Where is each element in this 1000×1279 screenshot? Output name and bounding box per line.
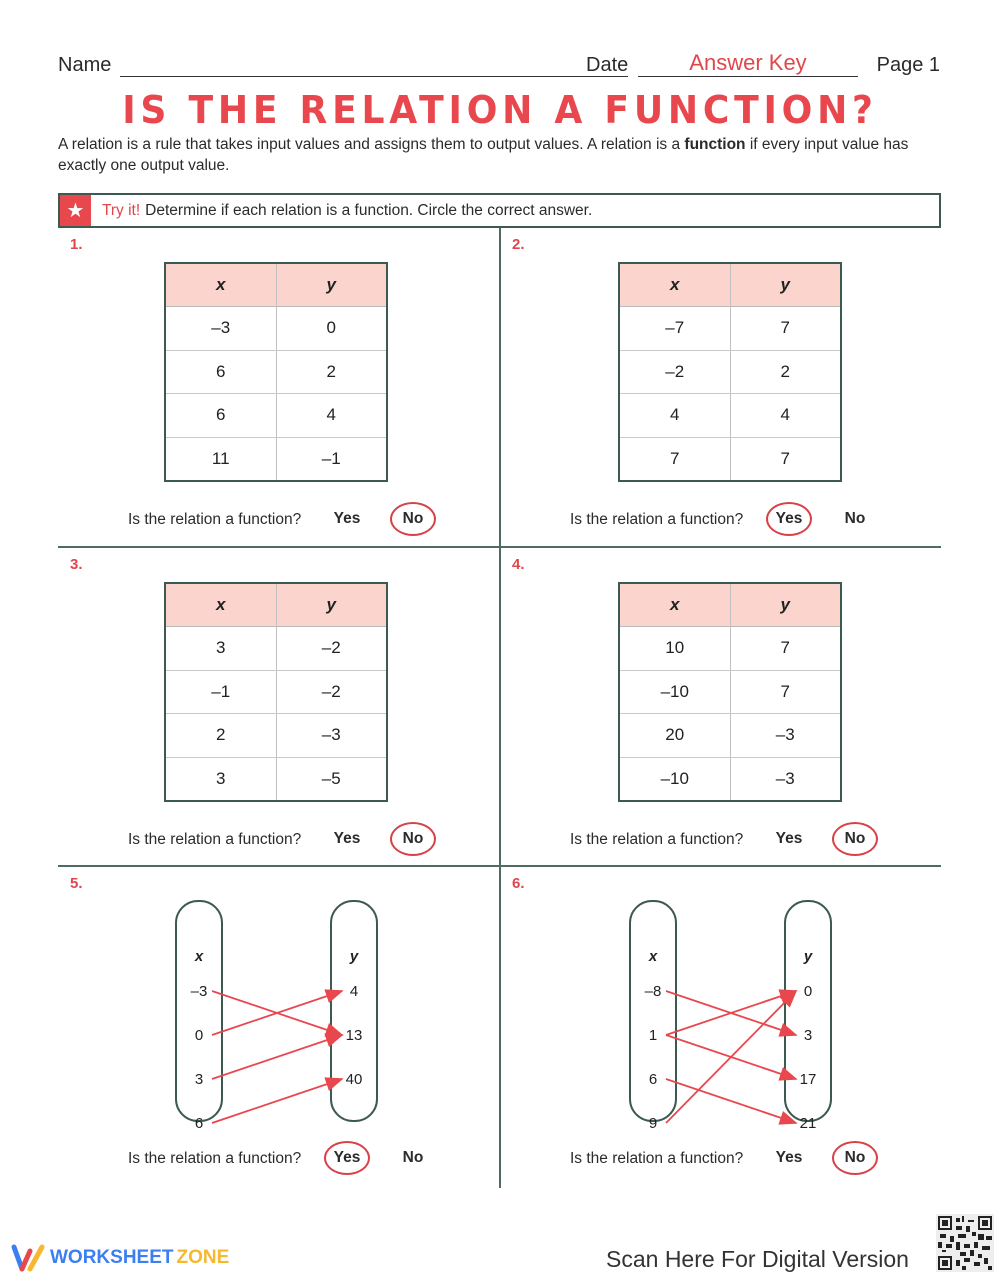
problem-5 xyxy=(58,867,499,1185)
x-value: –10 xyxy=(619,757,730,801)
table-row xyxy=(619,437,841,481)
output-value: 13 xyxy=(345,1027,363,1044)
function-question xyxy=(570,1141,930,1177)
y-value: –2 xyxy=(276,627,387,671)
x-value: –3 xyxy=(165,307,276,351)
answer-key-text: Answer Key xyxy=(689,50,807,75)
table-row xyxy=(165,757,387,801)
table-row xyxy=(165,437,387,481)
y-value: 4 xyxy=(730,394,841,438)
column-header-x: x xyxy=(165,583,276,627)
relation-table xyxy=(618,582,842,802)
mapping-diagram xyxy=(500,899,941,1129)
mapping-arrow xyxy=(212,1079,342,1123)
y-range-oval xyxy=(785,901,831,1121)
x-header: x xyxy=(648,948,658,965)
y-value: –1 xyxy=(276,437,387,481)
table-row xyxy=(165,670,387,714)
column-header-x: x xyxy=(165,263,276,307)
question-text: Is the relation a function? xyxy=(570,511,744,528)
problem-number: 1. xyxy=(70,236,83,253)
no-option[interactable]: No xyxy=(832,822,878,856)
table-row xyxy=(619,757,841,801)
table-row xyxy=(619,714,841,758)
try-it-label: Try it! xyxy=(102,201,141,219)
x-value: –7 xyxy=(619,307,730,351)
x-header: x xyxy=(194,948,204,965)
column-header-y: y xyxy=(276,583,387,627)
name-field[interactable] xyxy=(120,76,628,77)
star-icon: ★ xyxy=(60,195,91,226)
name-label: Name xyxy=(58,54,112,76)
input-value: 6 xyxy=(648,1071,658,1088)
function-question xyxy=(570,822,930,858)
page-number: Page 1 xyxy=(876,54,940,76)
y-value: 7 xyxy=(730,437,841,481)
y-value: 7 xyxy=(730,670,841,714)
y-value: 0 xyxy=(276,307,387,351)
function-question xyxy=(128,502,488,538)
logo-word-zone: ZONE xyxy=(176,1247,230,1268)
table-row xyxy=(165,307,387,351)
column-header-y: y xyxy=(276,263,387,307)
yes-option[interactable]: Yes xyxy=(324,1141,370,1175)
output-value: 17 xyxy=(799,1071,817,1088)
x-value: 6 xyxy=(165,350,276,394)
y-header: y xyxy=(349,948,359,965)
input-value: –3 xyxy=(190,983,208,1000)
yes-option[interactable]: Yes xyxy=(775,1149,803,1166)
y-value: 2 xyxy=(730,350,841,394)
mapping-svg xyxy=(58,899,499,1129)
mapping-arrow xyxy=(212,1035,342,1079)
mapping-arrow xyxy=(666,1079,796,1123)
date-field[interactable] xyxy=(638,76,858,77)
problem-4 xyxy=(500,548,941,866)
y-value: –5 xyxy=(276,757,387,801)
input-value: 0 xyxy=(194,1027,204,1044)
x-value: 3 xyxy=(165,627,276,671)
y-value: 2 xyxy=(276,350,387,394)
no-option[interactable]: No xyxy=(402,1149,424,1166)
yes-option[interactable]: Yes xyxy=(333,830,361,847)
worksheet-title: IS THE RELATION A FUNCTION? xyxy=(122,88,878,132)
table-header-row xyxy=(619,583,841,627)
x-value: 7 xyxy=(619,437,730,481)
x-value: –1 xyxy=(165,670,276,714)
relation-table xyxy=(164,262,388,482)
y-value: 4 xyxy=(276,394,387,438)
x-domain-oval xyxy=(176,901,222,1121)
intro-bold-term: function xyxy=(684,136,746,153)
table-row xyxy=(165,714,387,758)
x-value: –10 xyxy=(619,670,730,714)
output-value: 0 xyxy=(803,983,813,1000)
qr-code-icon[interactable] xyxy=(936,1214,994,1272)
input-value: 6 xyxy=(194,1115,204,1129)
x-value: 6 xyxy=(165,394,276,438)
mapping-svg xyxy=(500,899,941,1129)
instruction-text: Determine if each relation is a function. Circle the correct answer. xyxy=(145,201,593,219)
output-value: 40 xyxy=(345,1071,363,1088)
input-value: 1 xyxy=(648,1027,658,1044)
table-row xyxy=(165,627,387,671)
x-value: 20 xyxy=(619,714,730,758)
question-text: Is the relation a function? xyxy=(570,1150,744,1167)
relation-table xyxy=(164,582,388,802)
table-row xyxy=(165,394,387,438)
yes-option[interactable]: Yes xyxy=(333,510,361,527)
logo-mark-icon xyxy=(10,1243,46,1273)
intro-text-before: A relation is a rule that takes input values and assigns them to output values. A relation is a xyxy=(58,136,685,153)
x-value: 10 xyxy=(619,627,730,671)
problem-number: 6. xyxy=(512,875,525,892)
input-value: 3 xyxy=(194,1071,204,1088)
table-header-row xyxy=(165,263,387,307)
question-text: Is the relation a function? xyxy=(128,511,302,528)
no-option[interactable]: No xyxy=(832,1141,878,1175)
input-value: 9 xyxy=(648,1115,658,1129)
y-range-oval xyxy=(331,901,377,1121)
no-option[interactable]: No xyxy=(390,502,436,536)
no-option[interactable]: No xyxy=(844,510,866,527)
problem-2 xyxy=(500,228,941,546)
function-question xyxy=(128,822,488,858)
date-label: Date xyxy=(586,54,629,76)
table-row xyxy=(619,350,841,394)
logo-word-worksheet: WORKSHEET xyxy=(50,1247,174,1268)
input-value: –8 xyxy=(644,983,662,1000)
worksheet-header xyxy=(58,50,940,82)
yes-option[interactable]: Yes xyxy=(775,830,803,847)
column-header-x: x xyxy=(619,583,730,627)
intro-text-after: if every input value has exactly one output value. xyxy=(58,136,909,174)
output-value: 3 xyxy=(803,1027,813,1044)
intro-paragraph xyxy=(58,134,948,176)
output-value: 4 xyxy=(349,983,359,1000)
function-question xyxy=(128,1141,488,1177)
relation-table xyxy=(618,262,842,482)
problem-6 xyxy=(500,867,941,1185)
question-text: Is the relation a function? xyxy=(128,831,302,848)
x-value: 2 xyxy=(165,714,276,758)
column-header-x: x xyxy=(619,263,730,307)
question-text: Is the relation a function? xyxy=(570,831,744,848)
table-header-row xyxy=(165,583,387,627)
problem-number: 4. xyxy=(512,556,525,573)
x-domain-oval xyxy=(630,901,676,1121)
problem-number: 3. xyxy=(70,556,83,573)
table-row xyxy=(619,307,841,351)
question-text: Is the relation a function? xyxy=(128,1150,302,1167)
function-question xyxy=(570,502,930,538)
problem-number: 5. xyxy=(70,875,83,892)
y-value: –3 xyxy=(276,714,387,758)
no-option[interactable]: No xyxy=(390,822,436,856)
table-row xyxy=(619,670,841,714)
x-value: –2 xyxy=(619,350,730,394)
mapping-diagram xyxy=(58,899,499,1129)
problem-3 xyxy=(58,548,499,866)
yes-option[interactable]: Yes xyxy=(766,502,812,536)
y-value: –2 xyxy=(276,670,387,714)
table-row xyxy=(165,350,387,394)
x-value: 4 xyxy=(619,394,730,438)
column-header-y: y xyxy=(730,583,841,627)
column-header-y: y xyxy=(730,263,841,307)
x-value: 3 xyxy=(165,757,276,801)
table-row xyxy=(619,627,841,671)
instruction-text-wrap xyxy=(102,202,592,220)
y-value: 7 xyxy=(730,627,841,671)
x-value: 11 xyxy=(165,437,276,481)
worksheet-zone-logo xyxy=(10,1243,229,1273)
y-value: 7 xyxy=(730,307,841,351)
mapping-arrow xyxy=(666,991,796,1123)
table-row xyxy=(619,394,841,438)
y-value: –3 xyxy=(730,757,841,801)
y-header: y xyxy=(803,948,813,965)
output-value: 21 xyxy=(799,1115,817,1129)
y-value: –3 xyxy=(730,714,841,758)
problem-number: 2. xyxy=(512,236,525,253)
scan-text: Scan Here For Digital Version xyxy=(606,1246,909,1272)
table-header-row xyxy=(619,263,841,307)
problem-1 xyxy=(58,228,499,546)
instruction-banner xyxy=(58,193,941,228)
